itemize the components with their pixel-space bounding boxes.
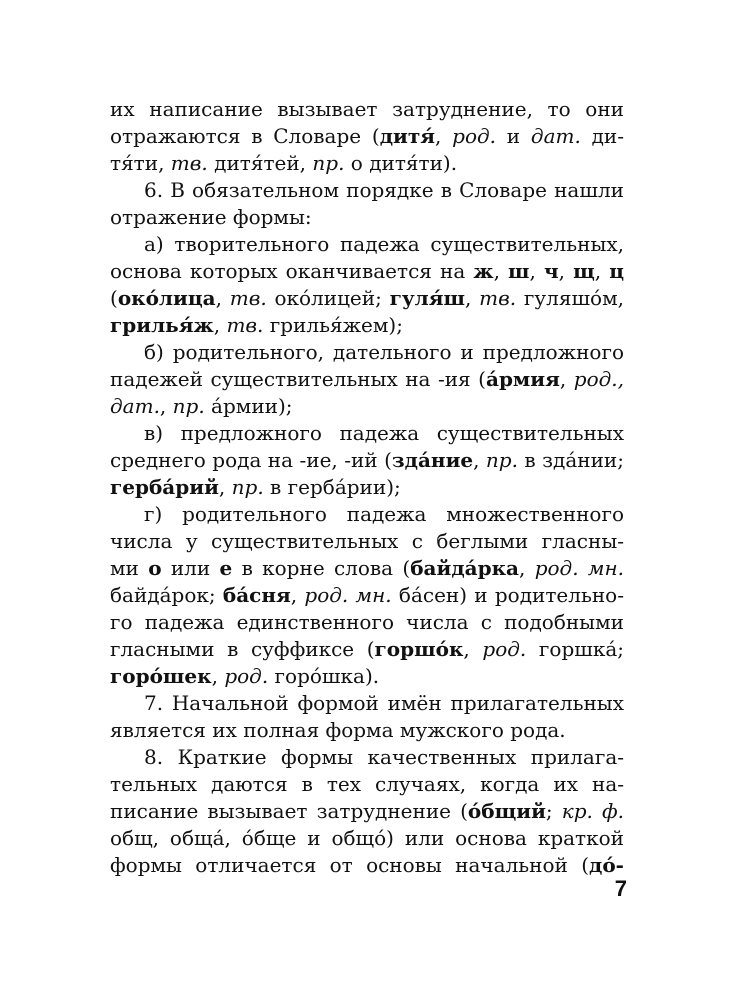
text-run: отражение формы:: [110, 205, 312, 229]
text-run: и: [496, 124, 531, 148]
text-run: является их полная форма мужского рода.: [110, 718, 566, 742]
italic-abbreviation: род.,: [573, 367, 624, 391]
text-line: [110, 798, 624, 825]
text-run: (: [110, 286, 118, 310]
text-line: [110, 771, 624, 798]
text-line: [110, 474, 624, 501]
italic-abbreviation: род.: [452, 124, 497, 148]
text-line: [110, 150, 624, 177]
italic-abbreviation: дат.: [110, 394, 160, 418]
text-line: [110, 690, 624, 717]
text-run: в герба́рии);: [263, 475, 401, 499]
italic-abbreviation: тв.: [170, 151, 208, 175]
bold-term: до́-: [589, 853, 624, 877]
text-run: а́рмии);: [204, 394, 293, 418]
bold-term: гуля́ш: [389, 286, 466, 310]
text-run: их написание вызывает затруднение, то они: [110, 97, 624, 121]
text-run: ,: [594, 259, 610, 283]
text-run: тельных даются в тех случаях, когда их на-: [110, 772, 624, 796]
italic-abbreviation: тв.: [229, 286, 267, 310]
text-run: ,: [218, 475, 232, 499]
text-run: ба́сен) и родительно-: [391, 583, 624, 607]
text-run: формы отличается от основы начальной (: [110, 853, 590, 877]
bold-term: горшо́к: [374, 637, 464, 661]
page-body-text: [110, 96, 624, 879]
bold-term: о: [148, 556, 162, 580]
text-run: или: [161, 556, 220, 580]
text-run: ,: [529, 259, 545, 283]
bold-term: е: [219, 556, 233, 580]
text-run: б) родительного, дательного и предложного: [144, 340, 624, 364]
text-line: [110, 663, 624, 690]
text-run: 7. Начальной формой имён прилагательных: [144, 691, 624, 715]
bold-term: зда́ние: [391, 448, 474, 472]
bold-term: грилья́ж: [110, 313, 214, 337]
text-run: ,: [519, 556, 535, 580]
text-run: ,: [215, 286, 230, 310]
text-run: 8. Краткие формы качественных прилага-: [144, 745, 624, 769]
text-line: [110, 420, 624, 447]
bold-term: ч: [544, 259, 559, 283]
bold-term: ба́сня: [222, 583, 291, 607]
bold-term: дитя́: [379, 124, 436, 148]
italic-abbreviation: род.: [482, 637, 527, 661]
text-line: [110, 447, 624, 474]
text-line: [110, 825, 624, 852]
text-line: [110, 96, 624, 123]
text-run: ми: [110, 556, 149, 580]
text-run: в) предложного падежа существительных: [144, 421, 624, 445]
text-run: ,: [493, 259, 509, 283]
text-line: [110, 204, 624, 231]
text-line: [110, 528, 624, 555]
text-line: [110, 312, 624, 339]
bold-term: ж: [473, 259, 494, 283]
bold-term: ц: [609, 259, 624, 283]
text-run: в корне слова (: [232, 556, 411, 580]
bold-term: щ: [573, 259, 595, 283]
text-line: [110, 366, 624, 393]
text-line: [110, 501, 624, 528]
text-run: гуляшо́м,: [516, 286, 624, 310]
text-run: дитя́тей,: [207, 151, 313, 175]
text-run: г) родительного падежа множественного: [144, 502, 624, 526]
page-number: 7: [614, 876, 627, 901]
text-run: ;: [545, 799, 562, 823]
text-line: [110, 636, 624, 663]
italic-abbreviation: пр.: [231, 475, 264, 499]
italic-abbreviation: дат.: [530, 124, 581, 148]
text-run: писание вызывает затруднение (: [110, 799, 468, 823]
text-run: грилья́жем);: [263, 313, 403, 337]
bold-term: байда́рка: [410, 556, 520, 580]
text-run: око́лицей;: [266, 286, 390, 310]
text-run: горшка́;: [526, 637, 624, 661]
text-line: [110, 339, 624, 366]
text-line: [110, 717, 624, 744]
text-run: ,: [211, 664, 225, 688]
italic-abbreviation: кр. ф.: [561, 799, 624, 823]
italic-abbreviation: тв.: [479, 286, 517, 310]
bold-term: око́лица: [117, 286, 216, 310]
text-run: 6. В обязательном порядке в Словаре нашли: [144, 178, 624, 202]
text-run: ,: [465, 286, 480, 310]
bold-term: ш: [508, 259, 530, 283]
text-run: в зда́нии;: [517, 448, 624, 472]
bold-term: герба́рий: [110, 475, 219, 499]
text-run: отражаются в Словаре (: [110, 124, 380, 148]
text-run: ,: [559, 367, 574, 391]
text-line: [110, 852, 624, 879]
text-run: основа которых оканчивается на: [110, 259, 474, 283]
text-run: байда́рок;: [110, 583, 223, 607]
italic-abbreviation: пр.: [485, 448, 518, 472]
text-run: ,: [558, 259, 574, 283]
bold-term: горо́шек: [110, 664, 212, 688]
text-run: ,: [213, 313, 227, 337]
text-run: числа у существительных с беглыми гласны-: [110, 529, 624, 553]
text-run: а) творительного падежа существительных,: [144, 232, 624, 256]
italic-abbreviation: род. мн.: [534, 556, 624, 580]
text-line: [110, 555, 624, 582]
text-run: гласными в суффиксе (: [110, 637, 375, 661]
bold-term: о́бщий: [467, 799, 546, 823]
text-run: падежей существительных на -ия (: [110, 367, 486, 391]
text-line: [110, 744, 624, 771]
text-line: [110, 285, 624, 312]
italic-abbreviation: тв.: [226, 313, 264, 337]
text-run: о дитя́ти).: [344, 151, 458, 175]
text-run: среднего рода на -ие, -ий (: [110, 448, 392, 472]
text-run: го падежа единственного числа с подобными: [110, 610, 624, 634]
text-run: ди-: [580, 124, 624, 148]
text-line: [110, 609, 624, 636]
text-line: [110, 123, 624, 150]
text-run: горо́шка).: [268, 664, 380, 688]
italic-abbreviation: пр.: [312, 151, 345, 175]
text-line: [110, 582, 624, 609]
text-run: ,: [159, 394, 173, 418]
bold-term: а́рмия: [485, 367, 560, 391]
text-run: общ, обща́, о́бще и общо́) или основа краткой: [110, 826, 624, 850]
italic-abbreviation: род. мн.: [304, 583, 392, 607]
text-line: [110, 177, 624, 204]
text-line: [110, 231, 624, 258]
text-line: [110, 393, 624, 420]
text-run: ,: [290, 583, 305, 607]
text-run: ,: [435, 124, 453, 148]
text-run: тя́ти,: [110, 151, 171, 175]
text-run: ,: [473, 448, 486, 472]
italic-abbreviation: род.: [224, 664, 269, 688]
text-run: ,: [463, 637, 483, 661]
text-line: [110, 258, 624, 285]
italic-abbreviation: пр.: [172, 394, 205, 418]
